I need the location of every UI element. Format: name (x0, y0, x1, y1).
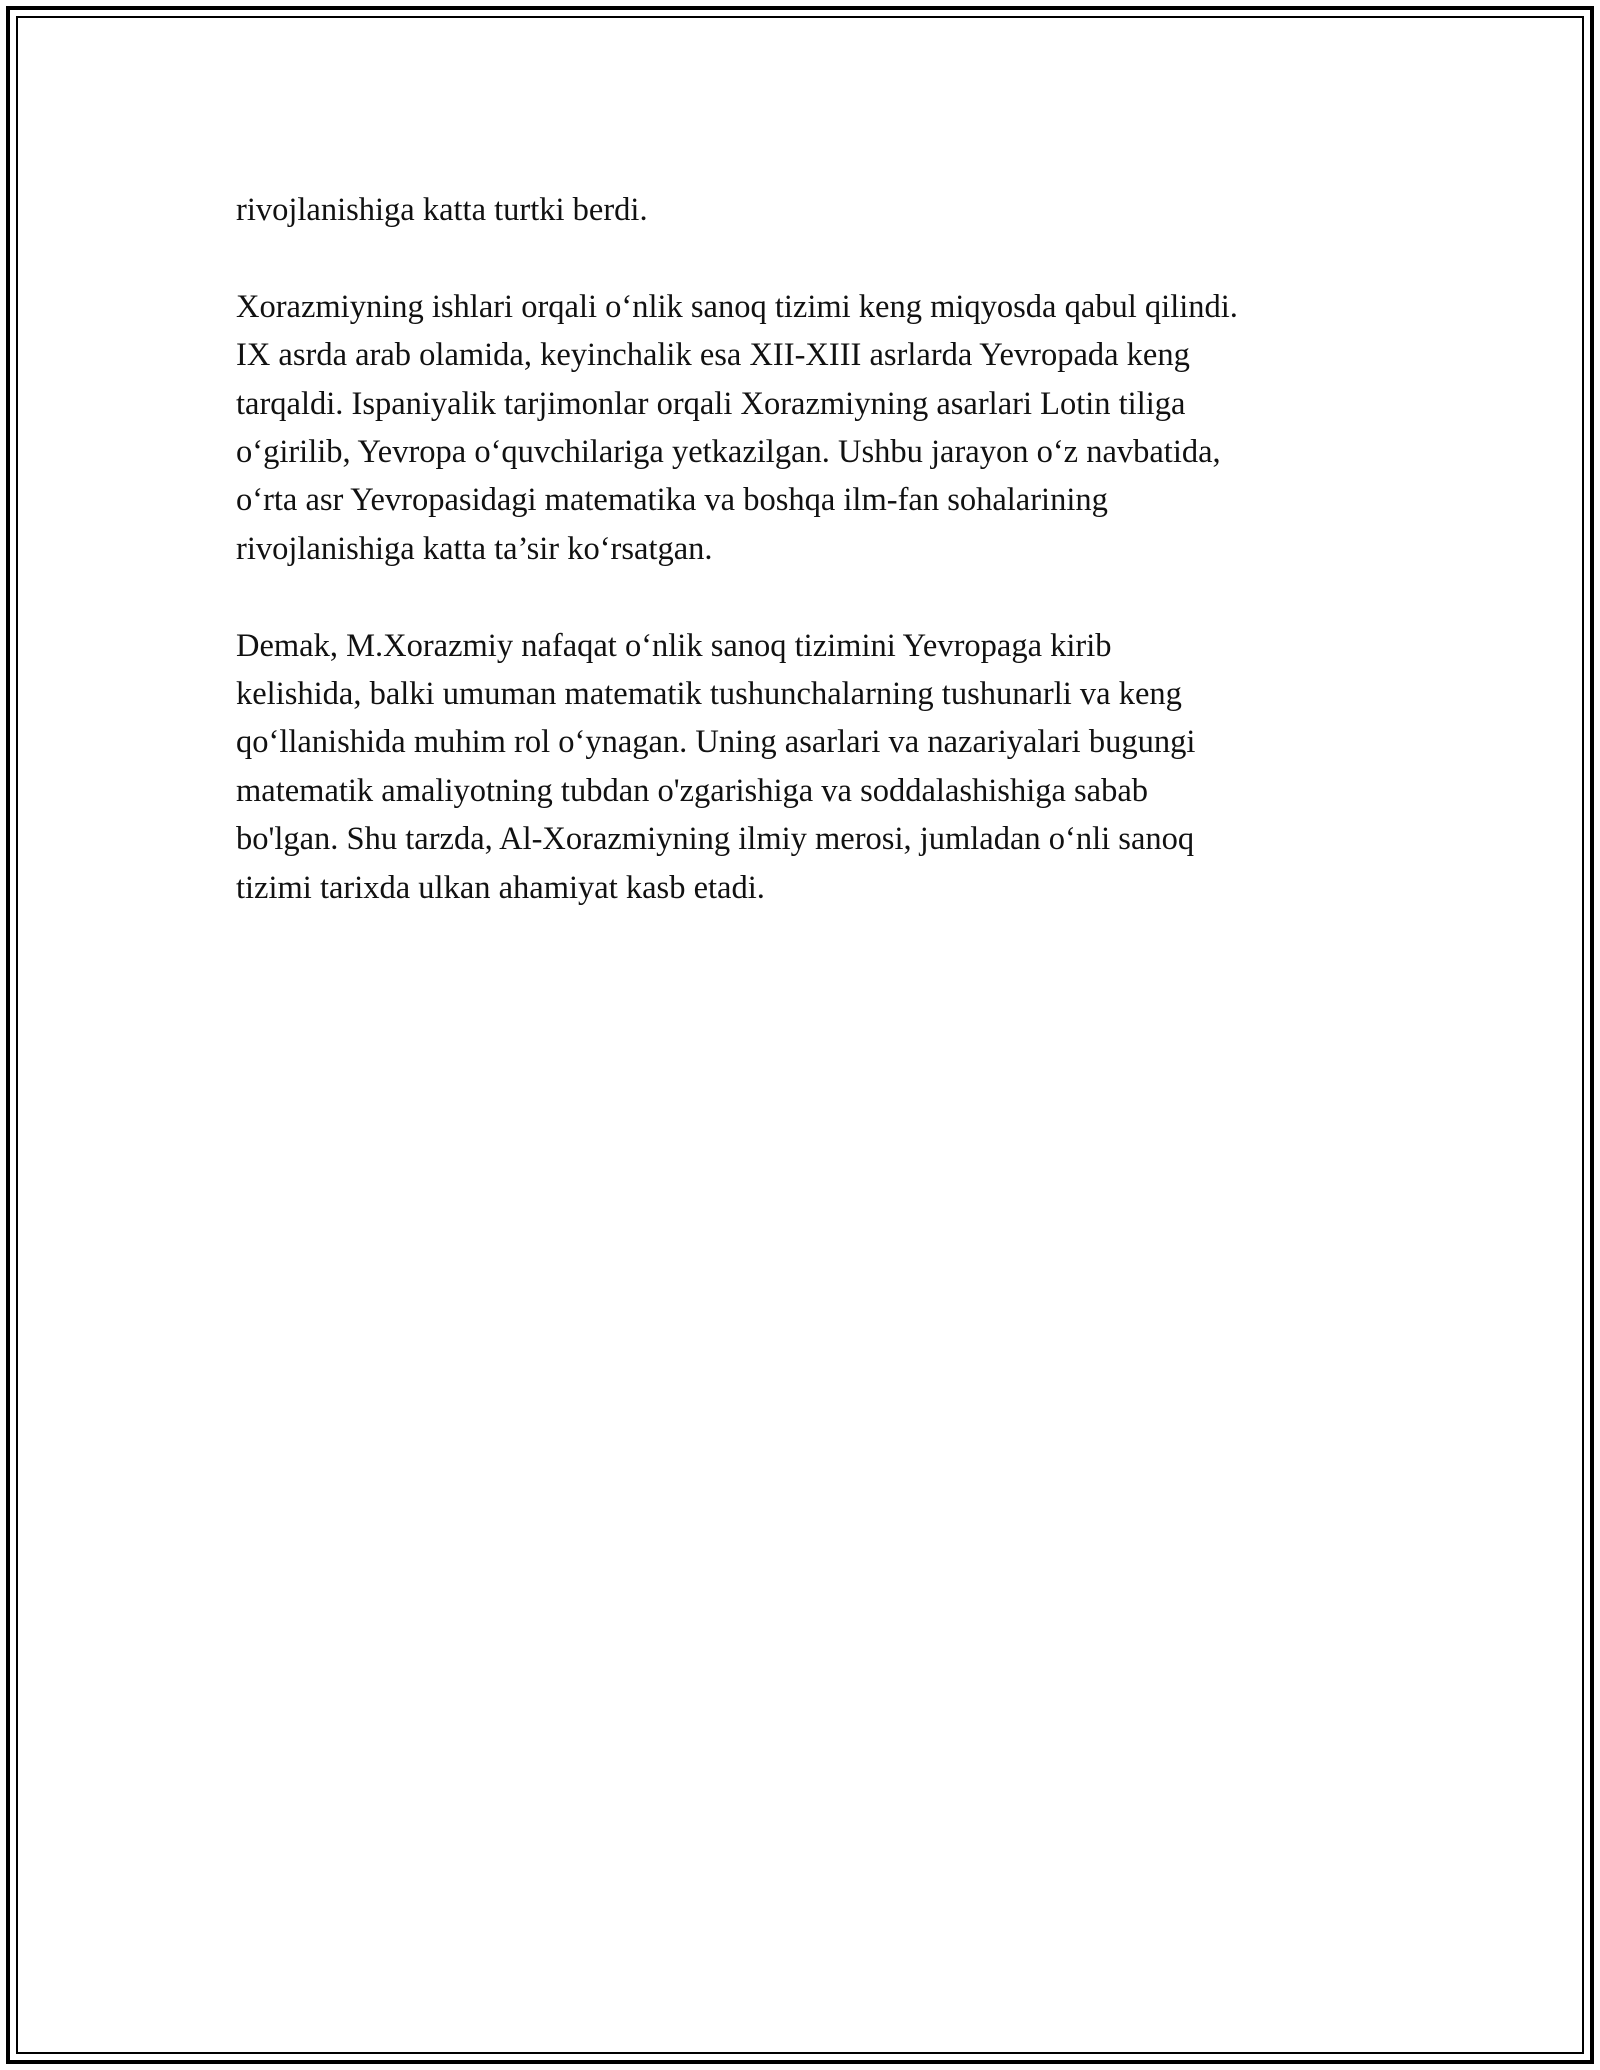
text-line: Xorazmiyning ishlari orqali o‘nlik sanoq tizimi keng miqyosda qabul qilindi. (236, 288, 1238, 325)
paragraph-1 (236, 186, 1406, 234)
paragraph-3 (236, 622, 1406, 912)
text-line: matematik amaliyotning tubdan o'zgarishiga va soddalashishiga sabab (236, 772, 1149, 809)
text-line: Demak, M.Xorazmiy nafaqat o‘nlik sanoq tizimini Yevropaga kirib (236, 627, 1112, 664)
text-line: kelishida, balki umuman matematik tushunchalarning tushunarli va keng (236, 676, 1182, 713)
document-body (236, 186, 1406, 960)
text-line: qo‘llanishida muhim rol o‘ynagan. Uning asarlari va nazariyalari bugungi (236, 724, 1196, 761)
text-line: tizimi tarixda ulkan ahamiyat kasb etadi. (236, 869, 765, 906)
paragraph-2 (236, 283, 1406, 573)
text-line: o‘rta asr Yevropasidagi matematika va boshqa ilm-fan sohalarining (236, 482, 1108, 519)
text-line: rivojlanishiga katta ta’sir ko‘rsatgan. (236, 530, 713, 567)
text-line: rivojlanishiga katta turtki berdi. (236, 192, 648, 228)
text-line: tarqaldi. Ispaniyalik tarjimonlar orqali Xorazmiyning asarlari Lotin tiliga (236, 385, 1186, 422)
text-line: IX asrda arab olamida, keyinchalik esa XII-XIII asrlarda Yevropada keng (236, 337, 1190, 374)
text-line: bo'lgan. Shu tarzda, Al-Xorazmiyning ilmiy merosi, jumladan o‘nli sanoq (236, 821, 1195, 858)
text-line: o‘girilib, Yevropa o‘quvchilariga yetkazilgan. Ushbu jarayon o‘z navbatida, (236, 434, 1221, 471)
